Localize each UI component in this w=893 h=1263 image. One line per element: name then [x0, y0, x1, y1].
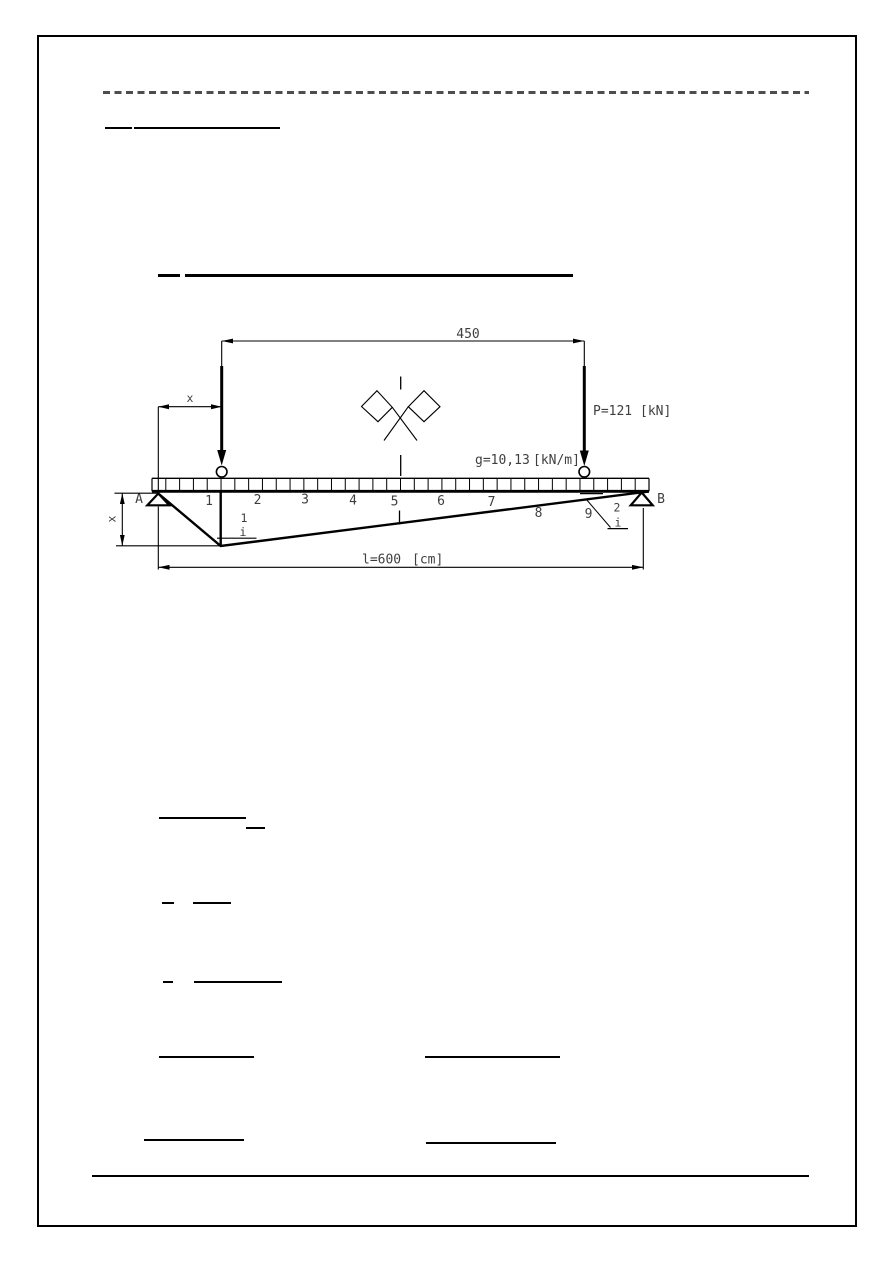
ordinate-left-symbol: i: [239, 525, 247, 539]
beam-mark-4: 4: [349, 493, 357, 509]
beam-mark-6: 6: [437, 494, 445, 509]
beam-mark-9: 9: [584, 507, 593, 522]
beam-mark-8: 8: [534, 506, 543, 521]
title-underline-a: [105, 127, 132, 129]
dimension-x-top: [158, 404, 221, 490]
distributed-load-label: g=10,13: [475, 453, 530, 468]
section-underline-a: [158, 274, 180, 276]
footer-rule: [92, 1175, 809, 1177]
section-underline-b: [185, 274, 573, 276]
formula-underline-2b: [193, 902, 231, 904]
dashed-divider: [103, 91, 809, 94]
beam-figure: [90, 315, 690, 585]
point-load-unit: [kN]: [640, 404, 672, 419]
support-a-label: A: [135, 492, 143, 507]
formula-underline-5b: [426, 1142, 556, 1144]
beam-station-numbers: [205, 493, 592, 523]
distributed-load-hatching: [166, 478, 635, 491]
propeller-square-right: [408, 391, 440, 422]
formula-underline-4b: [425, 1056, 560, 1058]
beam-mark-1: 1: [205, 494, 213, 509]
formula-underline-1b: [246, 827, 266, 829]
formula-underline-1a: [159, 817, 246, 819]
dimension-length-label: l=600: [362, 552, 402, 568]
ordinate-right-index: 2: [613, 500, 621, 515]
dimension-450: [222, 339, 585, 344]
dimension-length-unit: [cm]: [412, 552, 444, 568]
beam-mark-3: 3: [301, 492, 309, 508]
beam-mark-2: 2: [253, 493, 262, 508]
beam: [152, 478, 649, 491]
dimension-x-left-label: x: [104, 515, 119, 523]
dimension-arrow-right: [573, 339, 584, 344]
title-underline-b: [134, 127, 281, 129]
dimension-arrow-left: [222, 339, 233, 344]
point-load-right-arrow: [579, 341, 590, 477]
load-roller-circle: [579, 467, 590, 478]
distributed-load-unit: [kN/m]: [533, 453, 580, 468]
formula-underline-3b: [194, 981, 282, 983]
dimension-450-label: 450: [456, 327, 480, 342]
beam-mark-7: 7: [487, 495, 496, 510]
formula-underline-2a: [162, 902, 174, 904]
support-b-label: B: [657, 492, 665, 507]
beam-mark-5: 5: [390, 494, 399, 510]
arrow-head: [217, 450, 226, 466]
arrow-head: [580, 451, 589, 467]
point-load-left-arrow: [216, 341, 227, 477]
formula-underline-4a: [159, 1056, 254, 1058]
point-load-label: P=121: [593, 404, 633, 419]
dimension-x-label: x: [186, 391, 194, 405]
page-border: [37, 35, 857, 1227]
ordinate-right-symbol: i: [614, 515, 622, 530]
propeller-square-left: [362, 391, 393, 422]
load-roller-circle: [216, 467, 227, 478]
midspan-symbol: [362, 377, 441, 525]
ordinate-left-index: 1: [240, 511, 248, 525]
formula-underline-5a: [144, 1139, 244, 1141]
formula-underline-3a: [163, 981, 174, 983]
